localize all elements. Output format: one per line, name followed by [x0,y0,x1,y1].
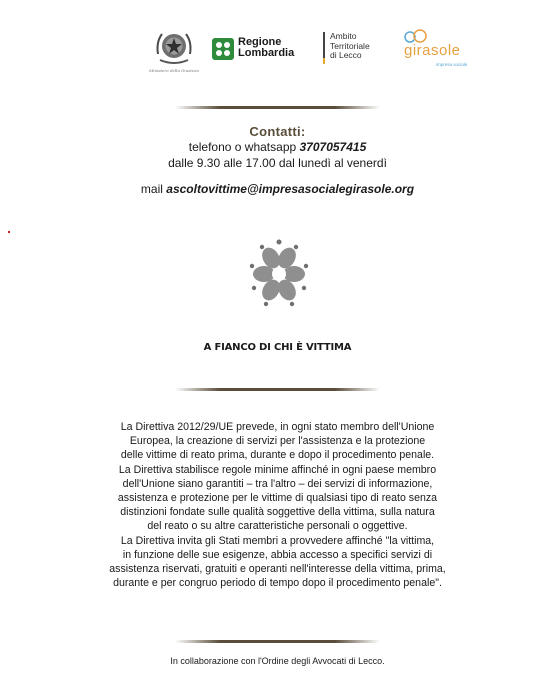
contacts-hours: dalle 9.30 alle 17.00 dal lunedì al venerdì [168,156,387,170]
girasole-logo [398,28,478,72]
body-line: delle vittime di reato prima, durante e dopo il procedimento penale. [120,449,435,462]
body-line: assistenza e protezione per le vittime di qualsiasi tipo di reato senza [117,492,438,505]
brand-tagline: A FIANCO DI CHI È VITTIMA [203,342,352,353]
email-link[interactable]: ascoltovittime@impresasocialegirasole.org [166,182,415,196]
contacts-phone-line [0,140,555,154]
regione-lombardia-logo [212,36,312,66]
divider-bottom [175,640,380,643]
body-line: del reato o su altre caratteristiche personali o oggettive. [147,520,408,533]
mail-prefix: mail [140,182,167,196]
body-line: La Direttiva invita gli Stati membri a provvedere affinché "la vittima, [120,534,435,547]
body-line: Europea, la creazione di servizi per l'assistenza e la protezione [129,435,426,448]
ambito-accent [323,58,325,64]
divider-top [175,106,380,109]
lombardia-line1: Regione [238,36,282,48]
body-line: in funzione delle sue esigenze, abbia accesso a specifici servizi di [122,548,433,561]
ambito-line2: Territoriale [330,40,370,51]
body-line: distinzioni fondate sulle qualità soggettive della vittima, sulla natura [120,506,435,519]
contacts-title: Contatti: [249,124,306,139]
ambito-line3: di Lecco [330,50,362,60]
ambito-line1: Ambito [330,31,357,41]
girasole-name: girasole [404,42,461,59]
directive-text [0,420,555,590]
italy-emblem-logo [149,24,199,81]
italy-emblem-caption: Ministero della Giustizia [149,68,199,73]
contacts-mail-line [0,182,555,196]
body-line: durante e per congruo periodo di tempo dopo il procedimento penale". [113,577,442,590]
partner-logos [0,24,555,80]
divider-middle [175,388,380,391]
body-line: dell'Unione siano garantiti – tra l'altro – dei servizi di informazione, [122,477,433,490]
ambito-territoriale-logo [323,32,383,72]
footer-credit: In collaborazione con l'Ordine degli Avvocati di Lecco. [170,656,385,666]
phone-prefix: telefono o whatsapp [188,140,300,154]
brand-logo [244,236,314,316]
lombardia-line2: Lombardia [238,47,295,59]
body-line: assistenza riservati, gratuiti e operanti nell'interesse della vittima, prima, [109,563,446,576]
phone-number[interactable]: 3707057415 [299,140,367,154]
body-line: La Direttiva 2012/29/UE prevede, in ogni stato membro dell'Unione [120,421,435,433]
stray-mark [8,231,10,233]
girasole-subtitle: impresa sociale [436,62,468,67]
lombardia-rose-icon [212,38,234,60]
body-line: La Direttiva stabilisce regole minime affinché in ogni paese membro [118,463,437,476]
brand-flower-icon [244,236,314,316]
